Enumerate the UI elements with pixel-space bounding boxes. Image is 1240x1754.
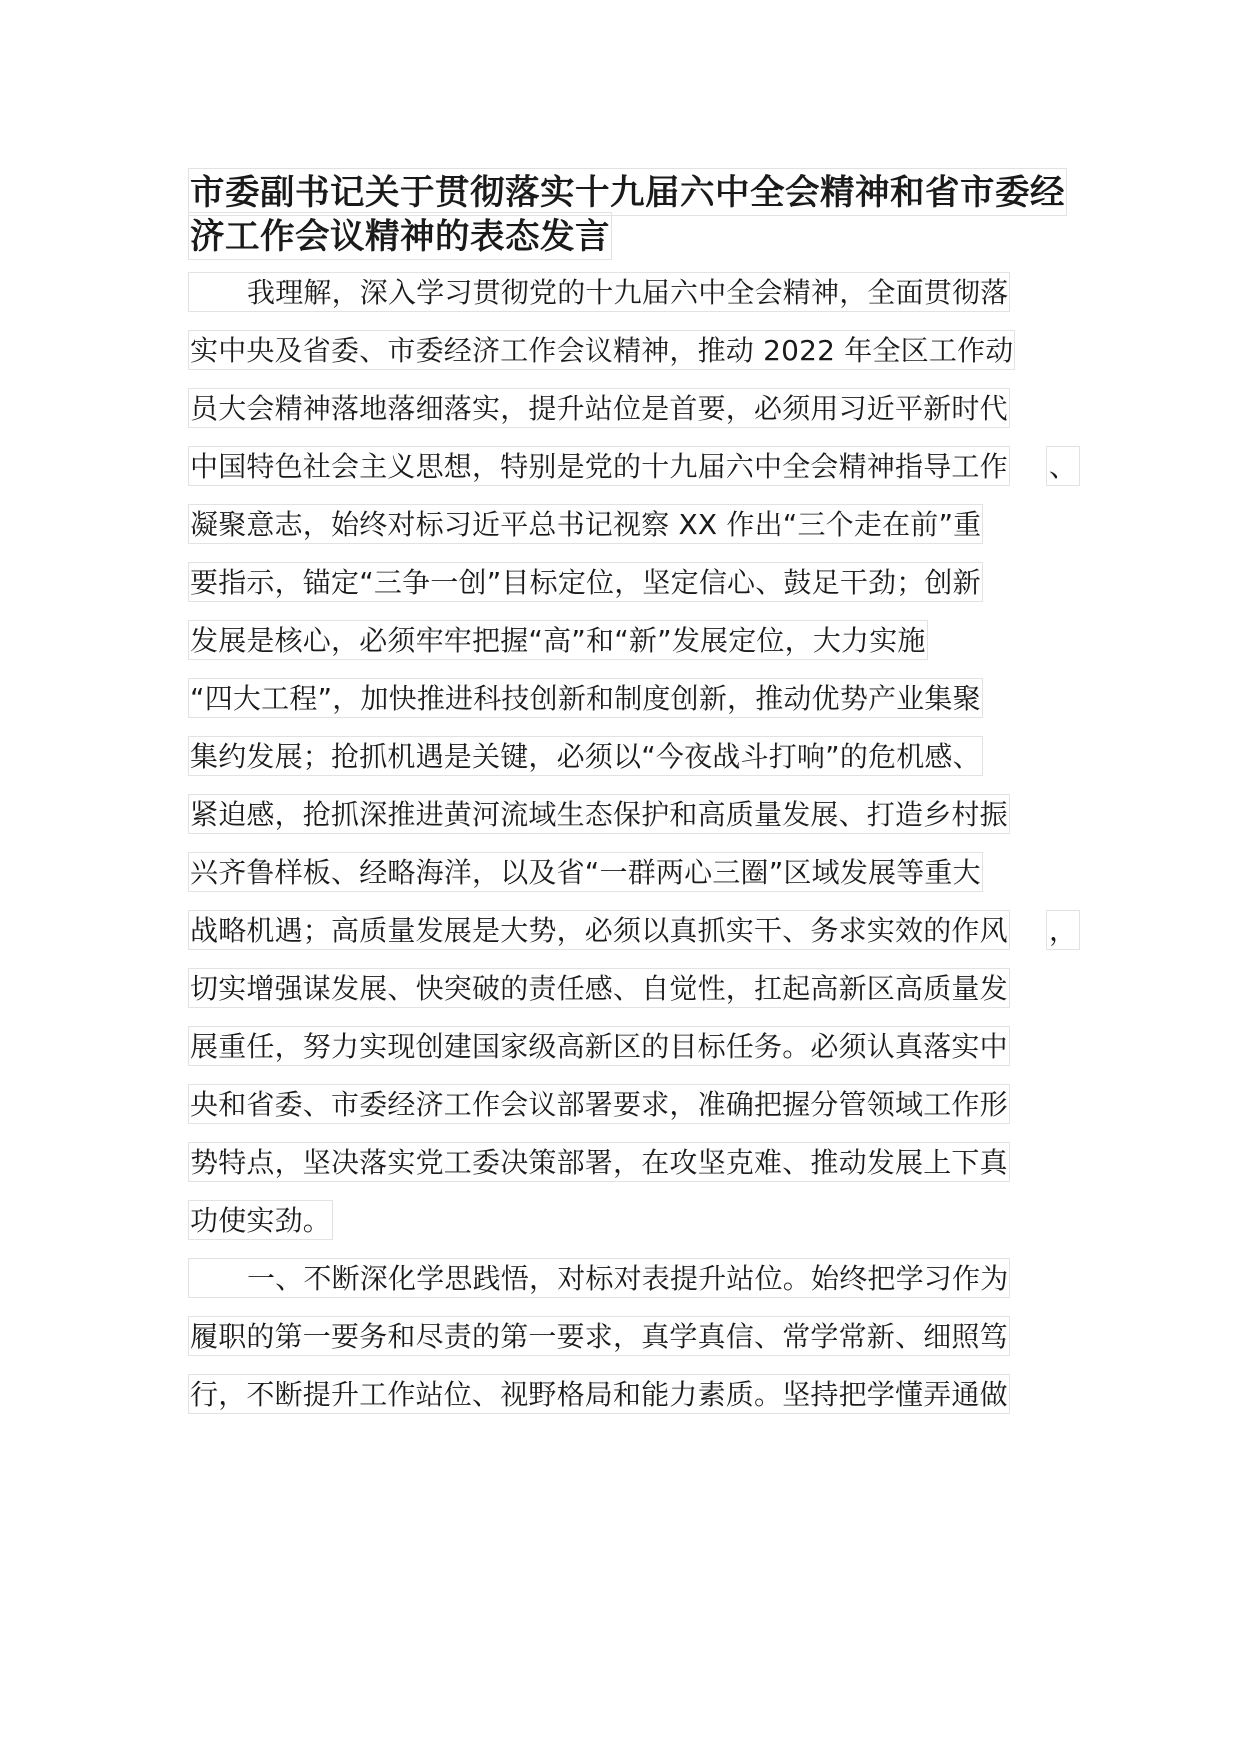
paragraph-1-line-2: 实中央及省委、市委经济工作会议精神，推动 2022 年全区工作动 <box>188 330 1015 370</box>
paragraph-1-line-16: 势特点，坚决落实党工委决策部署，在攻坚克难、推动发展上下真 <box>188 1142 1010 1182</box>
paragraph-1-line-3: 员大会精神落地落细落实，提升站位是首要，必须用习近平新时代 <box>188 388 1010 428</box>
paragraph-1-line-6: 要指示，锚定“三争一创”目标定位，坚定信心、鼓足干劲；创新 <box>188 562 983 602</box>
paragraph-2-line-1: 一、不断深化学思践悟，对标对表提升站位。始终把学习作为 <box>188 1258 1010 1298</box>
paragraph-1-line-1: 我理解，深入学习贯彻党的十九届六中全会精神，全面贯彻落 <box>188 272 1010 312</box>
paragraph-1-line-9: 集约发展；抢抓机遇是关键，必须以“今夜战斗打响”的危机感、 <box>188 736 983 776</box>
document-title-line-2: 济工作会议精神的表态发言 <box>188 212 612 260</box>
paragraph-1-line-14: 展重任，努力实现创建国家级高新区的目标任务。必须认真落实中 <box>188 1026 1010 1066</box>
document-title-line-1: 市委副书记关于贯彻落实十九届六中全会精神和省市委经 <box>188 168 1067 216</box>
line-overflow-punctuation-2: ， <box>1046 910 1080 950</box>
paragraph-1-line-10: 紧迫感，抢抓深推进黄河流域生态保护和高质量发展、打造乡村振 <box>188 794 1010 834</box>
paragraph-1-line-4: 中国特色社会主义思想，特别是党的十九届六中全会精神指导工作 <box>188 446 1010 486</box>
paragraph-1-line-17: 功使实劲。 <box>188 1200 333 1240</box>
paragraph-1-line-5: 凝聚意志，始终对标习近平总书记视察 XX 作出“三个走在前”重 <box>188 504 983 544</box>
paragraph-1-line-13: 切实增强谋发展、快突破的责任感、自觉性，扛起高新区高质量发 <box>188 968 1010 1008</box>
line-overflow-punctuation-1: 、 <box>1046 446 1080 486</box>
paragraph-1-line-11: 兴齐鲁样板、经略海洋，以及省“一群两心三圈”区域发展等重大 <box>188 852 983 892</box>
paragraph-1-line-12: 战略机遇；高质量发展是大势，必须以真抓实干、务求实效的作风 <box>188 910 1010 950</box>
paragraph-1-line-8: “四大工程”，加快推进科技创新和制度创新，推动优势产业集聚 <box>188 678 983 718</box>
paragraph-2-line-2: 履职的第一要务和尽责的第一要求，真学真信、常学常新、细照笃 <box>188 1316 1010 1356</box>
paragraph-1-line-7: 发展是核心，必须牢牢把握“高”和“新”发展定位，大力实施 <box>188 620 928 660</box>
paragraph-2-line-3: 行，不断提升工作站位、视野格局和能力素质。坚持把学懂弄通做 <box>188 1374 1010 1414</box>
paragraph-1-line-15: 央和省委、市委经济工作会议部署要求，准确把握分管领域工作形 <box>188 1084 1010 1124</box>
